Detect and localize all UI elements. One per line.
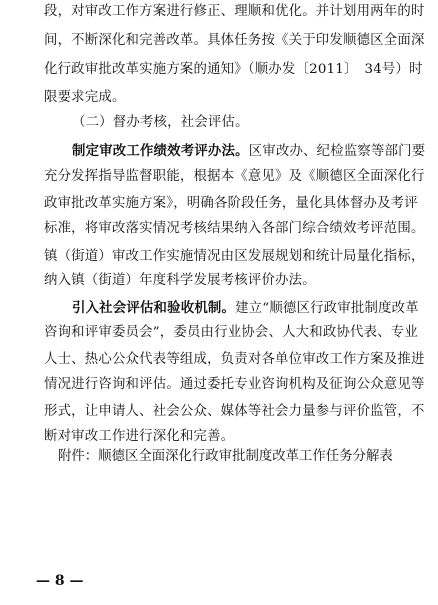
text-line: 限要求完成。 bbox=[44, 90, 126, 105]
text-line: 咨询和评审委员会”，委员由行业协会、人大和政协代表、专业 bbox=[44, 325, 418, 340]
text-line: 政审批改革实施方案》，明确各阶段任务，量化具体督办及考评 bbox=[44, 196, 418, 211]
page-number: — 8 — bbox=[36, 573, 84, 589]
bold-lead: 引入社会评估和验收机制。 bbox=[72, 300, 236, 316]
section-heading: （二）督办考核，社会评估。 bbox=[72, 115, 249, 130]
bold-lead: 制定审改工作绩效考评办法。 bbox=[72, 143, 249, 159]
text-line: 形式，让申请人、社会公众、媒体等社会力量参与评价监管，不 bbox=[44, 404, 425, 419]
text-line: 间，不断深化和完善改革。具体任务按《关于印发顺德区全面深 bbox=[44, 33, 425, 48]
text-line bbox=[72, 142, 425, 161]
text-line: 镇（街道）审改工作实施情况由区发展规划和统计局量化指标， bbox=[44, 249, 425, 264]
text-line: 段，对审改工作方案进行修正、理顺和优化。并计划用两年的时 bbox=[44, 4, 425, 19]
text-line: 化行政审批改革实施方案的通知》（顺办发〔2011〕 34号）时 bbox=[44, 62, 423, 77]
text-line: 断对审改工作进行深化和完善。 bbox=[44, 429, 235, 444]
text-line: 纳入镇（街道）年度科学发展考核评价办法。 bbox=[44, 273, 316, 288]
text-line: 标准，将审改落实情况考核结果纳入各部门综合绩效考评范围。 bbox=[44, 221, 425, 236]
text-line: 情况进行咨询和评估。通过委托专业咨询机构及征询公众意见等 bbox=[44, 377, 425, 392]
text-run: 区审改办、纪检监察等部门要 bbox=[248, 144, 426, 159]
text-line bbox=[72, 299, 419, 318]
text-run: 建立“顺德区行政审批制度改革 bbox=[235, 301, 419, 316]
text-line: 充分发挥指导监督职能，根据本《意见》及《顺德区全面深化行 bbox=[44, 169, 425, 184]
text-line: 人士、热心公众代表等组成，负责对各单位审改工作方案及推进 bbox=[44, 352, 425, 367]
attachment-note: 附件：顺德区全面深化行政审批制度改革工作任务分解表 bbox=[58, 449, 393, 464]
